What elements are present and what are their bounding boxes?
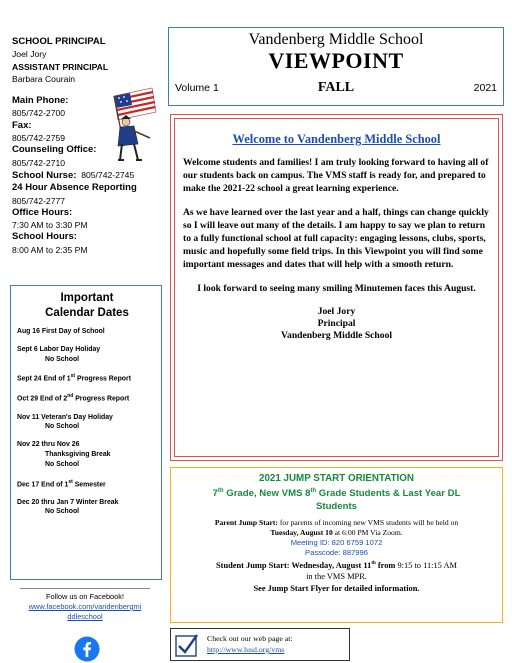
- facebook-section: [20, 588, 150, 622]
- calendar-item: Dec 20 thru Jan 7 Winter Break No School: [17, 498, 119, 516]
- assistant-principal-name: Barbara Courain: [12, 73, 76, 84]
- web-page-box: [170, 628, 350, 661]
- office-hours-label: Office Hours:: [12, 206, 73, 218]
- student-jump-start: Student Jump Start: Wednesday, August 11th from 9:15 to 11:15 AM in the VMS MPR.: [216, 560, 457, 581]
- checkbox-check-icon: [175, 633, 199, 657]
- fax-label: Fax:: [12, 119, 32, 131]
- season-label: FALL: [317, 80, 355, 95]
- facebook-logo-icon[interactable]: [74, 636, 100, 662]
- calendar-item: Aug 16 First Day of School: [17, 328, 105, 335]
- minuteman-flag-icon: [104, 86, 160, 164]
- main-phone-label: Main Phone:: [12, 95, 69, 107]
- calendar-item: Nov 22 thru Nov 26 Thanksgiving Break No School: [17, 441, 111, 468]
- main-phone: 805/742-2700: [12, 108, 66, 119]
- web-page-link[interactable]: http://www.lusd.org/vms: [207, 645, 285, 654]
- calendar-title: Important Calendar Dates: [45, 292, 129, 319]
- calendar-item: Nov 11 Veteran's Day Holiday No School: [17, 413, 113, 431]
- masthead-school-name: Vandenberg Middle School: [248, 31, 424, 48]
- school-hours: 8:00 AM to 2:35 PM: [12, 244, 88, 255]
- welcome-paragraph: As we have learned over the last year and a half, things can change quickly so I will leave out many of the details. I am happy to say we plan to return to a fully functional school at full capacity: engaging lessons, clubs, sports, music and hopefully some field trips. In this Viewpoint you will find some important messages and dates that will help with a smooth return.: [183, 207, 489, 270]
- calendar-item: Sept 24 End of 1st Progress Report: [17, 373, 131, 383]
- school-hours-label: School Hours:: [12, 231, 77, 243]
- principal-label: SCHOOL PRINCIPAL: [12, 36, 106, 47]
- newsletter-masthead: [168, 27, 504, 106]
- fax-number: 805/742-2759: [12, 133, 66, 144]
- meeting-passcode: Passcode: 887996: [305, 548, 368, 558]
- calendar-dates-box: [10, 285, 162, 580]
- meeting-id: Meeting ID: 820 6759 1072: [290, 538, 383, 548]
- facebook-link[interactable]: www.facebook.com/vandenbergmi ddleschool: [28, 602, 142, 621]
- welcome-letter: [170, 114, 503, 461]
- jump-start-orientation: [170, 467, 503, 623]
- welcome-paragraph: I look forward to seeing many smiling Minutemen faces this August.: [197, 283, 476, 294]
- orientation-subtitle: 7th Grade, New VMS 8th Grade Students & Last Year DL Students: [212, 488, 461, 513]
- calendar-item: Dec 17 End of 1st Semester: [17, 478, 106, 488]
- counseling-label: Counseling Office:: [12, 144, 97, 156]
- assistant-principal-label: ASSISTANT PRINCIPAL: [12, 61, 109, 72]
- volume-label: Volume 1: [175, 82, 219, 94]
- web-page-text: Check out our web page at:: [207, 634, 293, 643]
- welcome-heading: Welcome to Vandenberg Middle School: [232, 132, 441, 146]
- parent-jump-start: Parent Jump Start: for parents of incoming new VMS students will be held on Tuesday, August 10 at 6:00 PM Via Zoom.: [214, 518, 459, 538]
- absence-phone: 805/742-2777: [12, 195, 66, 206]
- principal-name: Joel Jory: [12, 49, 47, 60]
- office-hours: 7:30 AM to 3:30 PM: [12, 220, 88, 231]
- welcome-signature: Joel Jory Principal Vandenberg Middle School: [280, 306, 393, 341]
- orientation-title: 2021 JUMP START ORIENTATION: [259, 473, 414, 484]
- nurse-label: School Nurse:: [12, 169, 77, 181]
- calendar-item: Oct 29 End of 2nd Progress Report: [17, 393, 130, 403]
- facebook-text: Follow us on Facebook!: [45, 592, 125, 601]
- year-label: 2021: [473, 82, 497, 94]
- nurse-phone: 805/742-2745: [81, 169, 135, 180]
- counseling-phone: 805/742-2710: [12, 157, 66, 168]
- calendar-item: Sept 6 Labor Day Holiday No School: [17, 345, 101, 363]
- newsletter-title: VIEWPOINT: [268, 48, 404, 73]
- absence-label: 24 Hour Absence Reporting: [12, 182, 137, 194]
- welcome-paragraph: Welcome students and families! I am truly looking forward to having all of our students back on campus. The VMS staff is ready for, and prepared to make the 2021-22 school a great learning experience.: [183, 157, 489, 194]
- see-flyer-note: See Jump Start Flyer for detailed information.: [253, 583, 420, 593]
